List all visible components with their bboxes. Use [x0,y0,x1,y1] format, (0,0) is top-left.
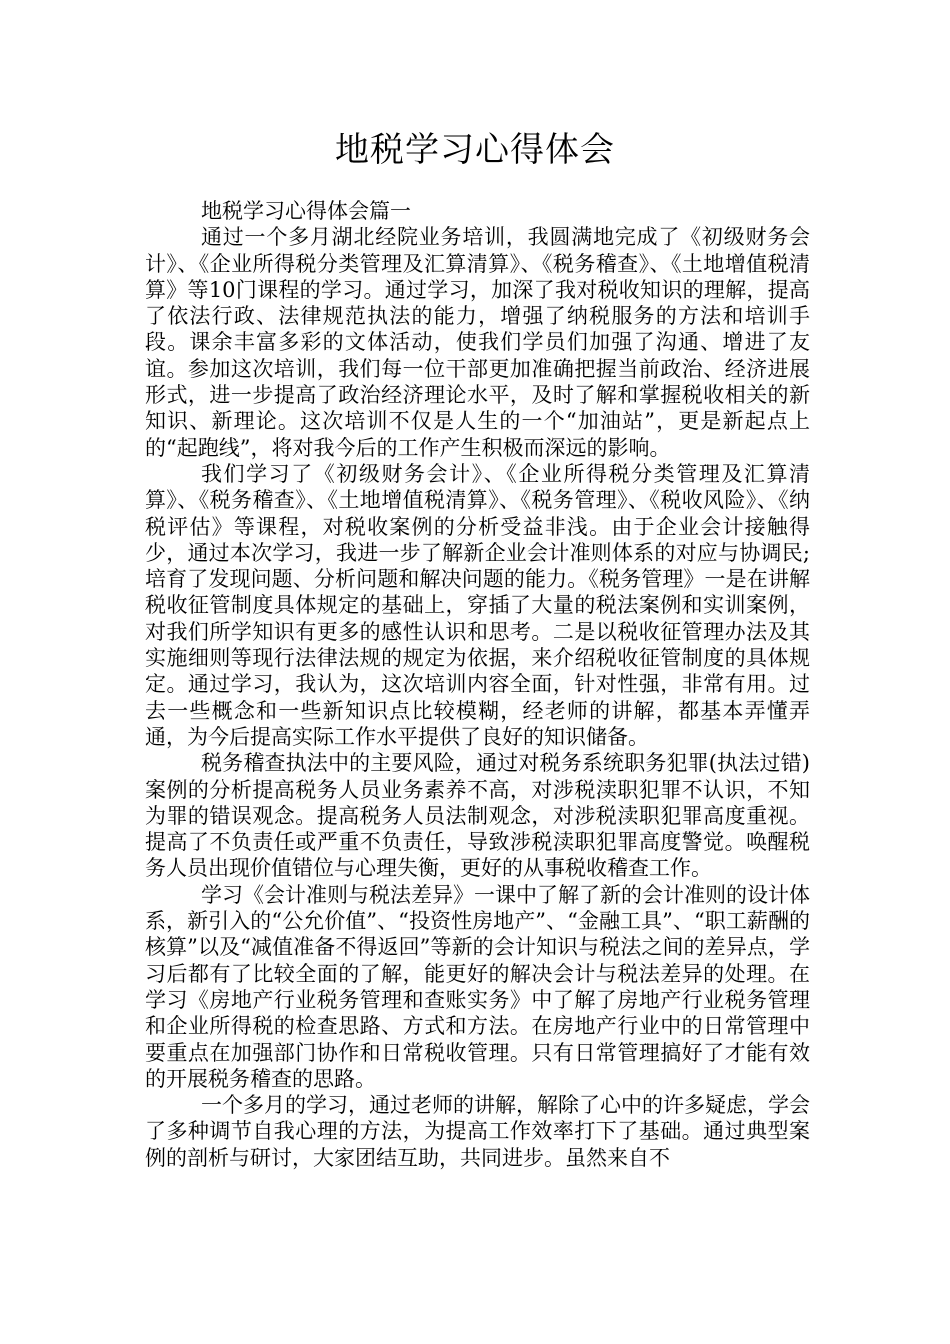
document-body [145,198,810,1171]
paragraph-4: 学习《会计准则与税法差异》一课中了解了新的会计准则的设计体系，新引入的“公允价值”、“投资性房地产”、“金融工具”、“职工薪酬的核算”以及“减值准备不得返回”等新的会计知识与税法之间的差异点，学习后都有了比较全面的了解，能更好的解决会计与税法差异的处理。在学习《房地产行业税务管理和查账实务》中了解了房地产行业税务管理和企业所得税的检查思路、方式和方法。在房地产行业中的日常管理中要重点在加强部门协作和日常税收管理。只有日常管理搞好了才能有效的开展税务稽查的思路。 [145,882,810,1091]
paragraph-1: 通过一个多月湖北经院业务培训，我圆满地完成了《初级财务会计》、《企业所得税分类管理及汇算清算》、《税务稽查》、《土地增值税清算》等10门课程的学习。通过学习，加深了我对税收知识的理解，提高了依法行政、法律规范执法的能力，增强了纳税服务的方法和培训手段。课余丰富多彩的文体活动，使我们学员们加强了沟通、增进了友谊。参加这次培训，我们每一位干部更加准确把握当前政治、经济进展形式，进一步提高了政治经济理论水平，及时了解和掌握税收相关的新知识、新理论。这次培训不仅是人生的一个“加油站”，更是新起点上的“起跑线”，将对我今后的工作产生积极而深远的影响。 [145,225,810,460]
paragraph-2: 我们学习了《初级财务会计》、《企业所得税分类管理及汇算清算》、《税务稽查》、《土地增值税清算》、《税务管理》、《税收风险》、《纳税评估》等课程，对税收案例的分析受益非浅。由于企业会计接触得少，通过本次学习，我进一步了解新企业会计准则体系的对应与协调民;培育了发现问题、分析问题和解决问题的能力。《税务管理》一是在讲解税收征管制度具体规定的基础上，穿插了大量的税法案例和实训案例，对我们所学知识有更多的感性认识和思考。二是以税收征管理办法及其实施细则等现行法律法规的规定为依据，来介绍税收征管制度的具体规定。通过学习，我认为，这次培训内容全面，针对性强，非常有用。过去一些概念和一些新知识点比较模糊，经老师的讲解，都基本弄懂弄通，为今后提高实际工作水平提供了良好的知识储备。 [145,461,810,749]
paragraph-3: 税务稽查执法中的主要风险，通过对税务系统职务犯罪(执法过错)案例的分析提高税务人员业务素养不高，对涉税渎职犯罪不认识，不知为罪的错误观念。提高税务人员法制观念，对涉税渎职犯罪高度重视。提高了不负责任或严重不负责任，导致涉税渎职犯罪高度警觉。唤醒税务人员出现价值错位与心理失衡，更好的从事税收稽查工作。 [145,751,810,881]
document-title: 地税学习心得体会 [335,130,615,170]
paragraph-5: 一个多月的学习，通过老师的讲解，解除了心中的许多疑虑，学会了多种调节自我心理的方法，为提高工作效率打下了基础。通过典型案例的剖析与研讨，大家团结互助，共同进步。虽然来自不 [145,1093,810,1170]
section-heading: 地税学习心得体会篇一 [201,199,411,223]
